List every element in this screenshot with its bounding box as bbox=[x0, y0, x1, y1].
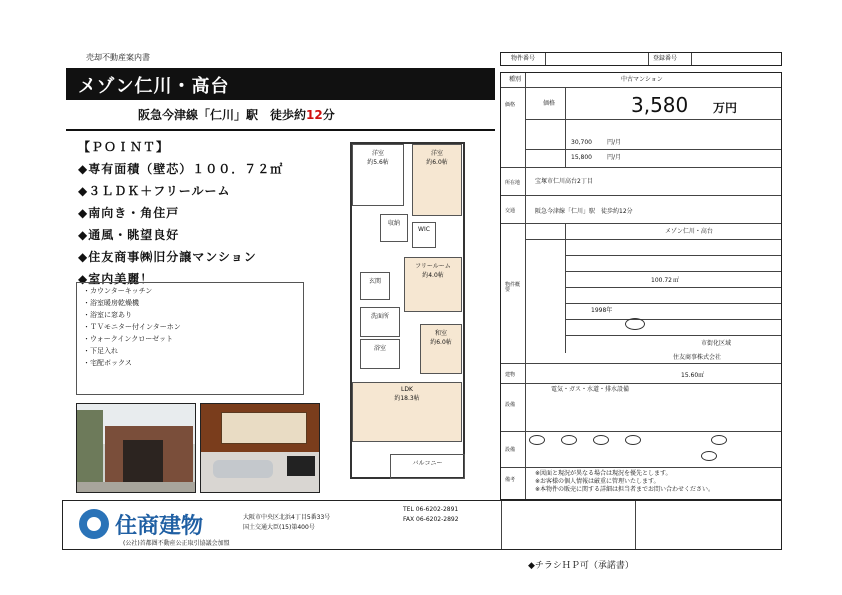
access-minutes: 12 bbox=[306, 108, 323, 122]
floor-plan bbox=[340, 142, 490, 492]
row-label: 設備 bbox=[505, 447, 516, 453]
point-item: ◆専有面積（壁芯）１００．７２㎡ bbox=[78, 162, 284, 176]
header-divider bbox=[66, 129, 495, 131]
company-address: 大阪市中央区北浜4丁目5番33号 bbox=[243, 514, 331, 521]
access-line bbox=[138, 106, 335, 123]
features-box bbox=[76, 282, 304, 395]
row-label: 物件概要 bbox=[505, 282, 521, 293]
property-name: メゾン仁川・高台 bbox=[78, 76, 230, 97]
row-label: 所在地 bbox=[505, 180, 521, 186]
feature-item: ・ウォークインクローゼット bbox=[83, 335, 173, 343]
reg-label-1: 物件番号 bbox=[511, 55, 536, 62]
points-block bbox=[78, 138, 283, 287]
remark-3: ※本物件の販売に関する詳細は担当者までお問い合わせください。 bbox=[535, 486, 715, 493]
reg-header bbox=[500, 52, 782, 66]
price-label: 価格 bbox=[543, 100, 556, 107]
room-storage: 収納 bbox=[380, 214, 408, 242]
room-wic: WIC bbox=[412, 222, 436, 248]
mgmt-fee: 30,700 bbox=[571, 139, 592, 146]
feature-item: ・浴室暖房乾燥機 bbox=[83, 299, 139, 307]
room-western-1: 洋室 約5.6帖 bbox=[352, 144, 404, 206]
type-label: 種別 bbox=[509, 76, 522, 83]
room-free: フリールーム 約4.0帖 bbox=[404, 257, 462, 312]
point-item: ◆３ＬＤＫ＋フリールーム bbox=[78, 184, 231, 198]
entrance-photo bbox=[76, 403, 196, 493]
management: 住友商事株式会社 bbox=[673, 354, 722, 361]
company-member: (公社)首都圏不動産公正取引協議会加盟 bbox=[123, 540, 230, 547]
repair-fee-unit: 円/月 bbox=[607, 154, 622, 161]
agency-label: 売却不動産案内書 bbox=[86, 53, 150, 62]
feature-item: ・浴室に窓あり bbox=[83, 311, 132, 319]
date-value: 1998年 bbox=[591, 307, 613, 314]
repair-fee: 15,800 bbox=[571, 154, 592, 161]
address: 宝塚市仁川高台2丁目 bbox=[535, 178, 593, 185]
access-prefix: 阪急今津線「仁川」駅 徒歩約 bbox=[138, 108, 307, 122]
traffic: 阪急今津線「仁川」駅 徒歩約12分 bbox=[535, 208, 633, 215]
feature-item: ・カウンターキッチン bbox=[83, 287, 153, 295]
points-title: 【ＰＯＩＮＴ】 bbox=[78, 140, 170, 154]
access-suffix: 分 bbox=[322, 108, 335, 122]
room-japanese: 和室 約6.0帖 bbox=[420, 324, 462, 374]
remark-2: ※お客様の個人情報は厳重に管理いたします。 bbox=[535, 478, 660, 485]
row-label: 価格 bbox=[505, 102, 516, 108]
room-bath: 浴室 bbox=[360, 339, 400, 369]
property-name-banner bbox=[66, 68, 495, 100]
company-name: 住商建物 bbox=[115, 514, 204, 539]
room-western-2: 洋室 約6.0帖 bbox=[412, 144, 462, 216]
row-label: 備考 bbox=[505, 477, 516, 483]
row-label: 設備 bbox=[505, 402, 516, 408]
company-fax: FAX 06-6202-2892 bbox=[403, 516, 459, 523]
point-item: ◆南向き・角住戸 bbox=[78, 206, 180, 220]
reg-label-2: 登録番号 bbox=[653, 55, 678, 62]
zone: 市街化区域 bbox=[701, 340, 732, 347]
room-balcony: バルコニー bbox=[390, 454, 465, 479]
row-label: 建物 bbox=[505, 372, 516, 378]
spec-table bbox=[500, 72, 782, 500]
footer-note: ◆チラシＨＰ可（承諾書） bbox=[528, 561, 634, 571]
balcony-area: 15.60㎡ bbox=[681, 372, 705, 379]
company-tel: TEL 06-6202-2891 bbox=[403, 506, 459, 513]
bldg-name: メゾン仁川・高台 bbox=[665, 228, 713, 235]
equip-line: 電気・ガス・水道・排水設備 bbox=[551, 386, 630, 393]
footer-box bbox=[62, 500, 782, 550]
type-value: 中古マンション bbox=[621, 76, 663, 83]
room-washroom: 洗面所 bbox=[360, 307, 400, 337]
row-label: 交通 bbox=[505, 208, 516, 214]
kitchen-photo bbox=[200, 403, 320, 493]
company-license: 国土交通大臣(15)第400号 bbox=[243, 524, 315, 531]
company-logo-icon bbox=[79, 509, 109, 539]
area-value: 100.72 bbox=[651, 277, 672, 284]
price-value: 3,580 bbox=[631, 93, 689, 117]
room-entrance: 玄関 bbox=[360, 272, 390, 300]
circled-option bbox=[625, 318, 645, 330]
feature-item: ・宅配ボックス bbox=[83, 359, 132, 367]
area-unit: ㎡ bbox=[673, 277, 680, 284]
remark-1: ※図面と現況が異なる場合は現況を優先とします。 bbox=[535, 470, 672, 477]
point-item: ◆通風・眺望良好 bbox=[78, 228, 180, 242]
price-unit: 万円 bbox=[713, 101, 738, 115]
point-item: ◆住友商事㈱旧分譲マンション bbox=[78, 250, 257, 264]
feature-item: ・ＴＶモニター付インターホン bbox=[83, 323, 181, 331]
feature-item: ・下足入れ bbox=[83, 347, 118, 355]
point-item: ◆室内美麗！ bbox=[78, 272, 154, 286]
mgmt-fee-unit: 円/月 bbox=[607, 139, 622, 146]
room-ldk: LDK 約18.3帖 bbox=[352, 382, 462, 442]
